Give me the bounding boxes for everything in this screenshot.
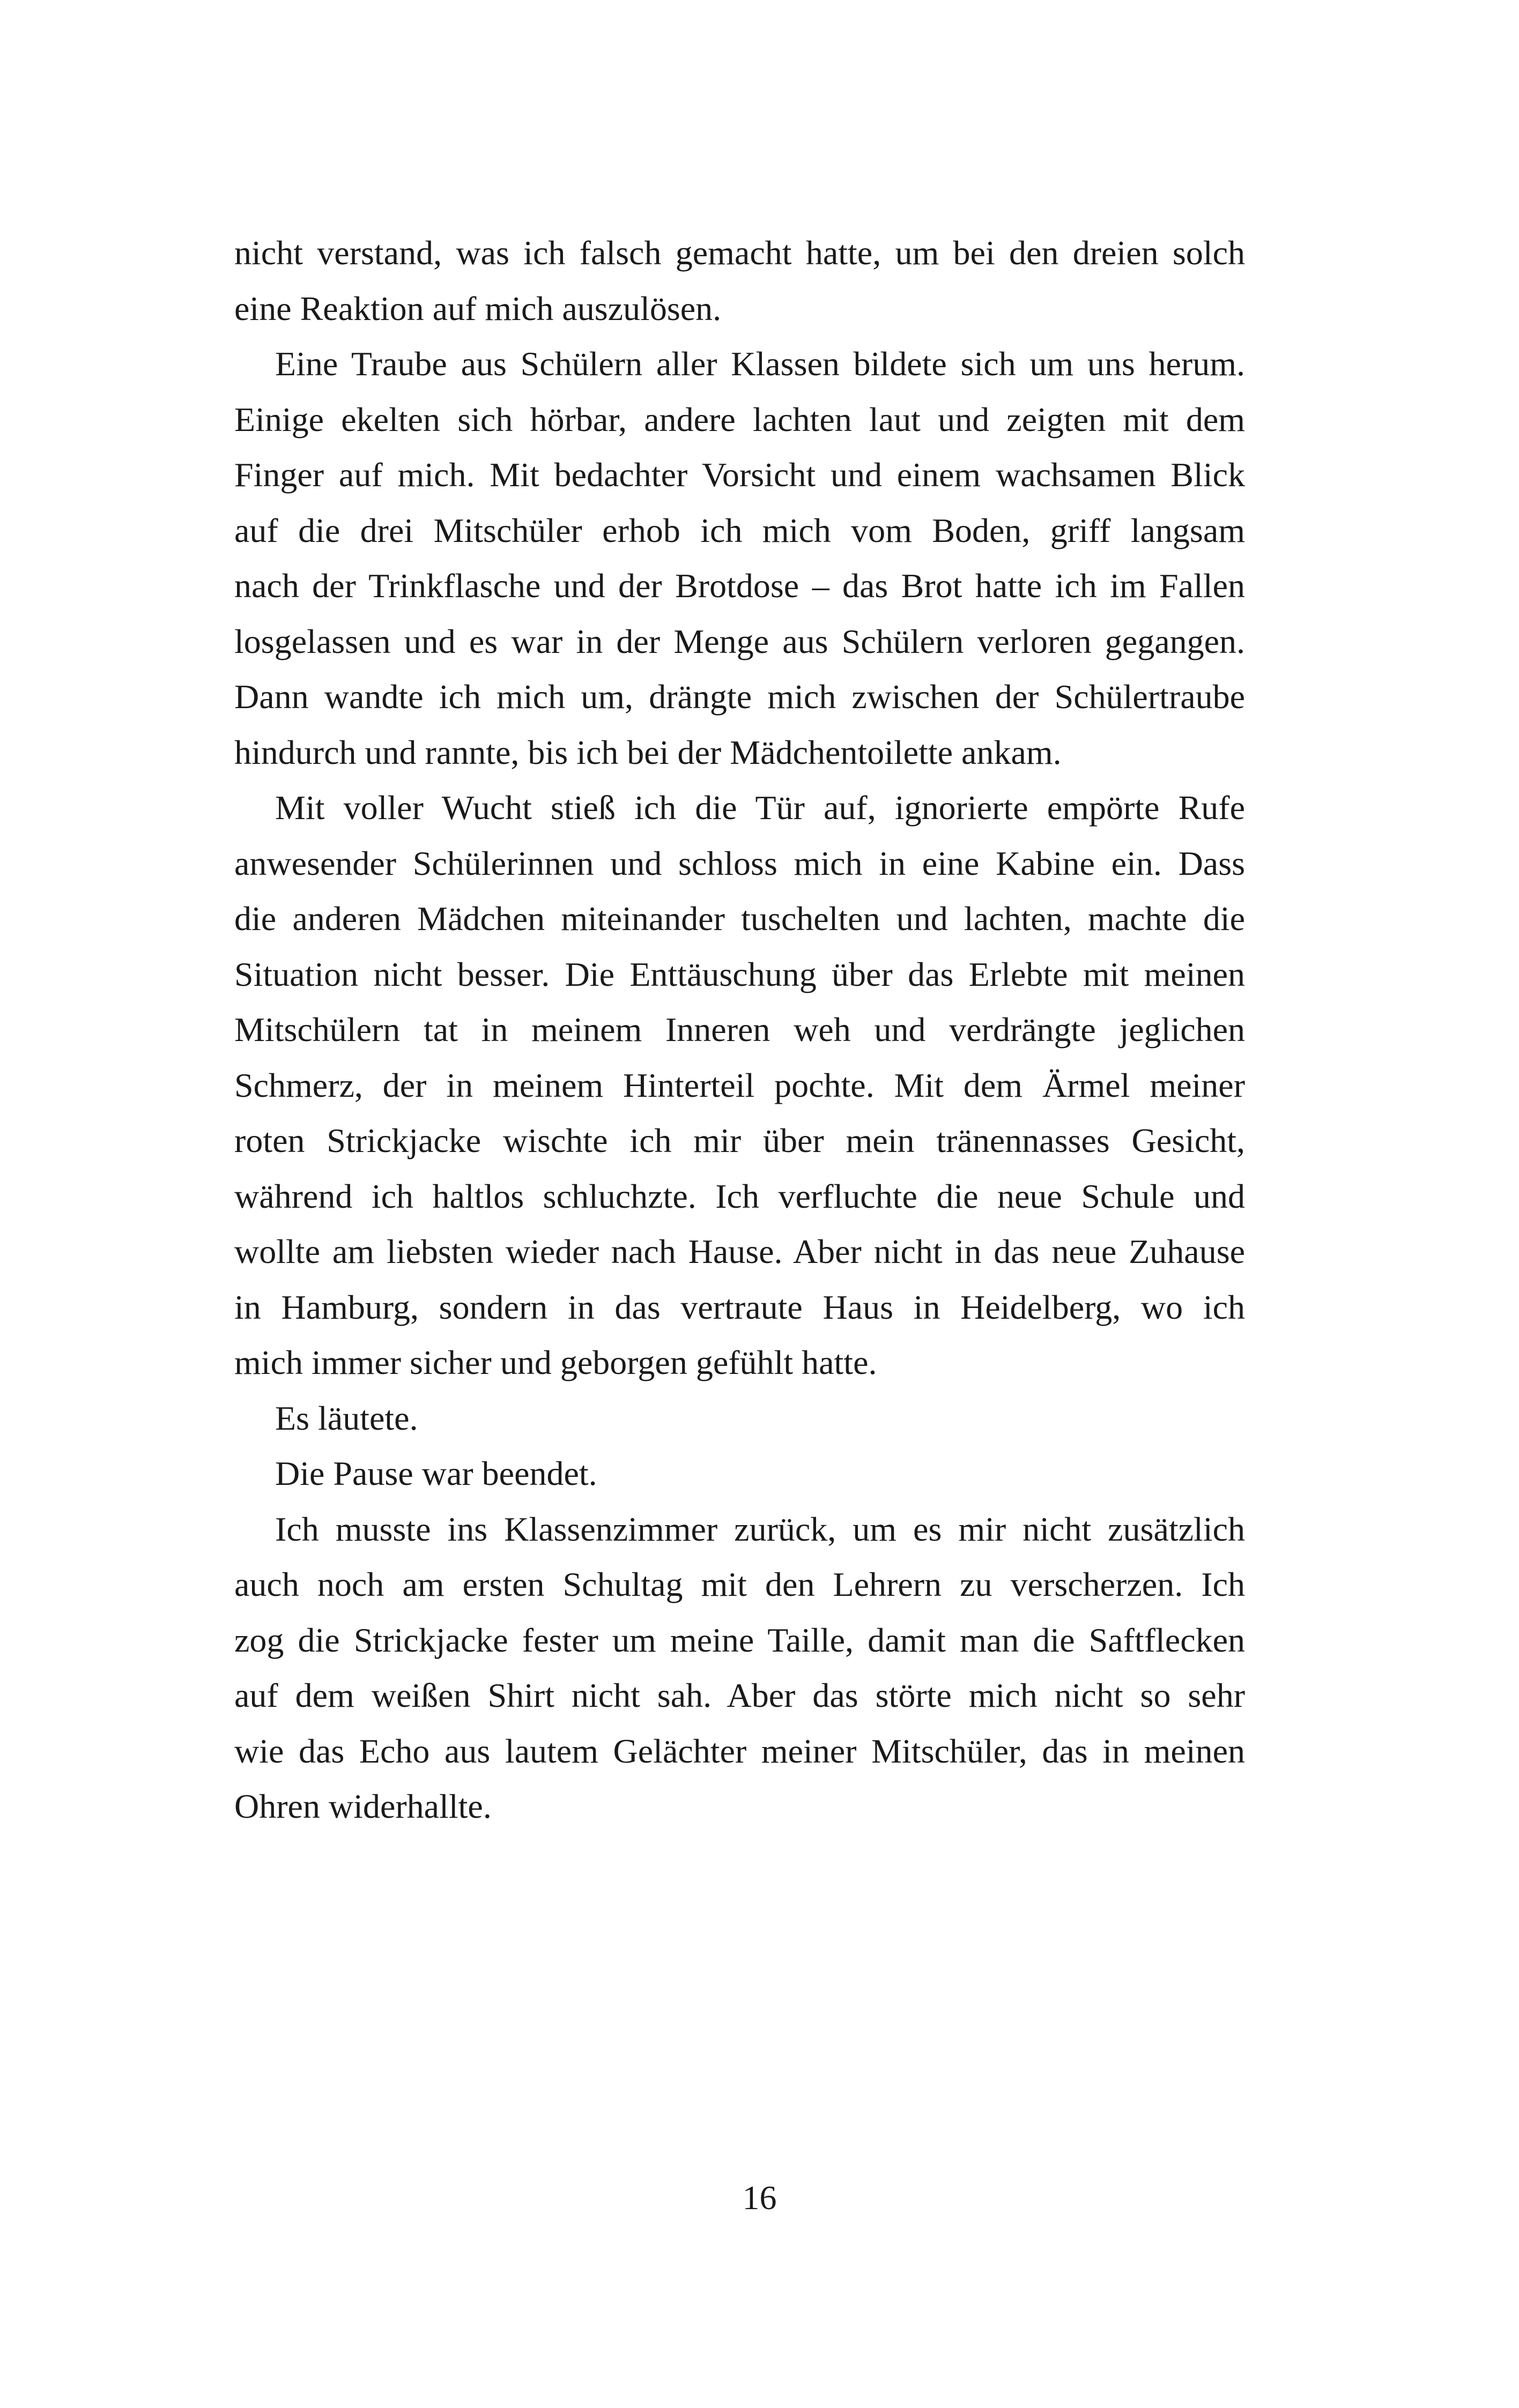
text-line: auch noch am ersten Schultag mit den Lehrern zu verscherzen. Ich [234, 1565, 1245, 1603]
text-line: wollte am liebsten wieder nach Hause. Aber nicht in das neue Zuhause [234, 1232, 1245, 1270]
text-line: losgelassen und es war in der Menge aus Schülern verloren gegangen. [234, 622, 1245, 660]
body-text [234, 225, 1245, 1834]
text-line: Einige ekelten sich hörbar, andere lachten laut und zeigten mit dem [234, 400, 1245, 439]
text-line: anwesender Schülerinnen und schloss mich in eine Kabine ein. Dass [234, 844, 1245, 882]
page-number: 16 [742, 2179, 777, 2217]
text-line: zog die Strickjacke fester um meine Taille, damit man die Saftflecken [234, 1621, 1245, 1659]
text-line: hindurch und rannte, bis ich bei der Mädchentoilette ankam. [234, 733, 1062, 771]
text-line: eine Reaktion auf mich auszulösen. [234, 289, 722, 328]
text-line: in Hamburg, sondern in das vertraute Haus in Heidelberg, wo ich [234, 1288, 1245, 1326]
text-line: Schmerz, der in meinem Hinterteil pochte. Mit dem Ärmel meiner [234, 1066, 1245, 1104]
paragraph [234, 1391, 1245, 1446]
paragraph [234, 1446, 1245, 1502]
text-line: Die Pause war beendet. [275, 1454, 597, 1492]
text-line: während ich haltlos schluchzte. Ich verfluchte die neue Schule und [234, 1177, 1245, 1215]
text-line: Situation nicht besser. Die Enttäuschung über das Erlebte mit meinen [234, 955, 1245, 993]
text-line: auf dem weißen Shirt nicht sah. Aber das störte mich nicht so sehr [234, 1676, 1245, 1714]
text-line: Mitschülern tat in meinem Inneren weh und verdrängte jeglichen [234, 1010, 1245, 1049]
text-line: Es läutete. [275, 1399, 418, 1437]
text-line: Mit voller Wucht stieß ich die Tür auf, ignorierte empörte Rufe [275, 789, 1245, 827]
text-line: die anderen Mädchen miteinander tuschelten und lachten, machte die [234, 900, 1245, 938]
paragraph [234, 336, 1245, 780]
text-line: mich immer sicher und geborgen gefühlt hatte. [234, 1343, 877, 1381]
text-line: nach der Trinkflasche und der Brotdose – das Brot hatte ich im Fallen [234, 567, 1245, 605]
paragraph [234, 225, 1245, 336]
paragraph [234, 780, 1245, 1391]
text-line: Ich musste ins Klassenzimmer zurück, um es mir nicht zusätzlich [275, 1510, 1245, 1548]
text-line: Ohren widerhallte. [234, 1787, 492, 1825]
text-line: Finger auf mich. Mit bedachter Vorsicht und einem wachsamen Blick [234, 456, 1245, 494]
text-line: Dann wandte ich mich um, drängte mich zwischen der Schülertraube [234, 678, 1245, 716]
text-line: wie das Echo aus lautem Gelächter meiner Mitschüler, das in meinen [234, 1731, 1245, 1770]
text-line: roten Strickjacke wischte ich mir über mein tränennasses Gesicht, [234, 1121, 1245, 1160]
text-line: nicht verstand, was ich falsch gemacht hatte, um bei den dreien solch [234, 234, 1245, 272]
text-line: auf die drei Mitschüler erhob ich mich vom Boden, griff langsam [234, 511, 1245, 549]
text-line: Eine Traube aus Schülern aller Klassen bildete sich um uns herum. [275, 345, 1245, 383]
paragraph [234, 1502, 1245, 1834]
